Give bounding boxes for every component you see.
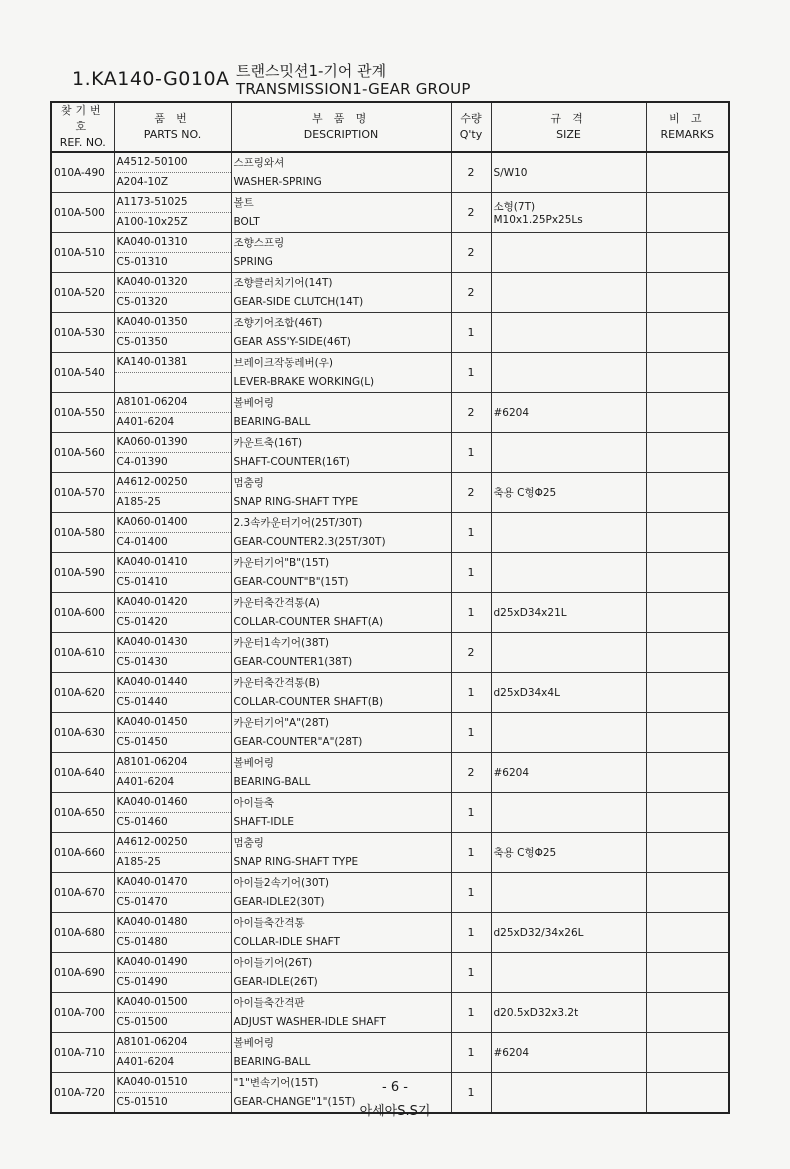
table-row [51, 513, 729, 553]
table-row [51, 152, 729, 193]
description-english: WASHER-SPRING [233, 175, 322, 188]
table-row [51, 473, 729, 513]
parts-no-secondary: A100-10x25Z [116, 216, 188, 228]
remarks [646, 913, 729, 953]
header-remarks: 비 고 REMARKS [646, 102, 729, 152]
description [231, 313, 451, 353]
quantity: 2 [451, 152, 491, 193]
parts-no-primary: A4612-00250 [115, 473, 231, 493]
ref-no: 010A-530 [51, 313, 114, 353]
parts-no [114, 152, 231, 193]
description-english: GEAR-COUNTER2.3(25T/30T) [233, 535, 386, 548]
ref-no: 010A-690 [51, 953, 114, 993]
description [231, 673, 451, 713]
description [231, 513, 451, 553]
description-korean: 멈춤링 [233, 836, 264, 849]
size-line-2: M10x1.25Px25Ls [493, 214, 583, 226]
size [491, 313, 646, 353]
remarks [646, 673, 729, 713]
description-english: SNAP RING-SHAFT TYPE [233, 495, 359, 508]
ref-no: 010A-570 [51, 473, 114, 513]
table-row [51, 753, 729, 793]
remarks [646, 393, 729, 433]
parts-no [114, 993, 231, 1033]
size [491, 553, 646, 593]
remarks [646, 993, 729, 1033]
quantity: 1 [451, 553, 491, 593]
parts-no [114, 713, 231, 753]
parts-no [114, 793, 231, 833]
ref-no: 010A-640 [51, 753, 114, 793]
parts-no-secondary: C5-01500 [116, 1016, 168, 1028]
description [231, 833, 451, 873]
parts-no-secondary: C5-01510 [116, 1096, 168, 1108]
parts-no-primary: KA040-01430 [115, 633, 231, 653]
size-line-1: 축용 C형Φ25 [493, 847, 557, 859]
description-korean: 2.3속카운터기어(25T/30T) [233, 516, 363, 529]
parts-no-primary: A4612-00250 [115, 833, 231, 853]
description-english: ADJUST WASHER-IDLE SHAFT [233, 1015, 386, 1028]
size [491, 673, 646, 713]
parts-no [114, 673, 231, 713]
size [491, 393, 646, 433]
description [231, 553, 451, 593]
ref-no: 010A-520 [51, 273, 114, 313]
parts-no-secondary: C5-01410 [116, 576, 168, 588]
description-english: GEAR ASS'Y-SIDE(46T) [233, 335, 351, 348]
parts-no-secondary: C5-01490 [116, 976, 168, 988]
description [231, 233, 451, 273]
table-row [51, 1033, 729, 1073]
description [231, 353, 451, 393]
parts-no-primary: KA040-01320 [115, 273, 231, 293]
parts-no-primary: A1173-51025 [115, 193, 231, 213]
remarks [646, 833, 729, 873]
quantity: 2 [451, 393, 491, 433]
parts-no [114, 273, 231, 313]
description-english: COLLAR-COUNTER SHAFT(B) [233, 695, 384, 708]
size [491, 913, 646, 953]
parts-no-secondary [115, 373, 231, 392]
header-qty: 수량 Q'ty [451, 102, 491, 152]
size [491, 473, 646, 513]
parts-no-secondary: C5-01310 [116, 256, 168, 268]
parts-no [114, 433, 231, 473]
section-code: 1.KA140-G010A [72, 68, 230, 90]
description-english: SHAFT-COUNTER(16T) [233, 455, 350, 468]
description-korean: 조향스프링 [233, 236, 285, 249]
size [491, 833, 646, 873]
remarks [646, 593, 729, 633]
quantity: 1 [451, 833, 491, 873]
ref-no: 010A-670 [51, 873, 114, 913]
parts-no [114, 833, 231, 873]
parts-no-secondary: C5-01450 [116, 736, 168, 748]
ref-no: 010A-680 [51, 913, 114, 953]
table-row [51, 433, 729, 473]
description [231, 473, 451, 513]
ref-no: 010A-540 [51, 353, 114, 393]
size [491, 713, 646, 753]
parts-no-secondary: C5-01430 [116, 656, 168, 668]
parts-no-primary: KA040-01450 [115, 713, 231, 733]
description-english: GEAR-COUNTER1(38T) [233, 655, 353, 668]
ref-no: 010A-550 [51, 393, 114, 433]
quantity: 1 [451, 1073, 491, 1114]
table-row [51, 793, 729, 833]
ref-no: 010A-710 [51, 1033, 114, 1073]
table-row [51, 913, 729, 953]
description-english: BEARING-BALL [233, 775, 311, 788]
size [491, 152, 646, 193]
description-english: GEAR-CHANGE"1"(15T) [233, 1095, 356, 1108]
description-english: GEAR-IDLE(26T) [233, 975, 318, 988]
quantity: 1 [451, 793, 491, 833]
description [231, 993, 451, 1033]
header-ref-no: 찾기번호 REF. NO. [51, 102, 114, 152]
remarks [646, 353, 729, 393]
quantity: 1 [451, 593, 491, 633]
parts-no-secondary: C5-01420 [116, 616, 168, 628]
parts-no-primary: KA040-01460 [115, 793, 231, 813]
remarks [646, 713, 729, 753]
parts-no [114, 353, 231, 393]
description [231, 593, 451, 633]
parts-no-primary: KA040-01440 [115, 673, 231, 693]
table-row [51, 953, 729, 993]
description-korean: 멈춤링 [233, 476, 264, 489]
parts-no-primary: KA040-01490 [115, 953, 231, 973]
parts-no-primary: KA040-01420 [115, 593, 231, 613]
parts-no [114, 393, 231, 433]
quantity: 1 [451, 953, 491, 993]
section-title-korean: 트랜스밋션1-기어 관계 [236, 62, 387, 80]
parts-no-secondary: C5-01440 [116, 696, 168, 708]
description-english: BOLT [233, 215, 260, 228]
parts-no-secondary: A185-25 [116, 496, 161, 508]
description-english: SPRING [233, 255, 273, 268]
parts-no-primary: A8101-06204 [115, 1033, 231, 1053]
table-row [51, 833, 729, 873]
quantity: 2 [451, 473, 491, 513]
table-row [51, 993, 729, 1033]
table-row [51, 233, 729, 273]
size-line-1: 축용 C형Φ25 [493, 487, 557, 499]
remarks [646, 553, 729, 593]
quantity: 1 [451, 713, 491, 753]
size-line-1: 소형(7T) [493, 201, 536, 213]
description-korean: 브레이크작동레버(우) [233, 356, 333, 369]
parts-no-primary: KA060-01400 [115, 513, 231, 533]
ref-no: 010A-500 [51, 193, 114, 233]
size [491, 753, 646, 793]
description [231, 713, 451, 753]
table-row [51, 193, 729, 233]
description [231, 273, 451, 313]
description-korean: 스프링와셔 [233, 156, 285, 169]
parts-no-primary: KA140-01381 [115, 353, 231, 373]
parts-no [114, 953, 231, 993]
description-english: LEVER-BRAKE WORKING(L) [233, 375, 375, 388]
parts-no-secondary: C5-01350 [116, 336, 168, 348]
description-korean: 카운터기어"B"(15T) [233, 556, 330, 569]
description-korean: 볼베어링 [233, 756, 275, 769]
description-korean: 카운터1속기어(38T) [233, 636, 330, 649]
description-english: BEARING-BALL [233, 415, 311, 428]
description [231, 753, 451, 793]
remarks [646, 433, 729, 473]
parts-no-primary: KA040-01480 [115, 913, 231, 933]
description-korean: 아이들축간격판 [233, 996, 305, 1009]
quantity: 1 [451, 353, 491, 393]
parts-no-primary: KA040-01310 [115, 233, 231, 253]
remarks [646, 152, 729, 193]
size-line-1: d20.5xD32x3.2t [493, 1006, 579, 1019]
description [231, 152, 451, 193]
description-english: GEAR-COUNTER"A"(28T) [233, 735, 363, 748]
size [491, 193, 646, 233]
quantity: 1 [451, 913, 491, 953]
ref-no: 010A-590 [51, 553, 114, 593]
remarks [646, 873, 729, 913]
remarks [646, 793, 729, 833]
description-korean: 카운터기어"A"(28T) [233, 716, 330, 729]
description-korean: 아이들기어(26T) [233, 956, 313, 969]
quantity: 2 [451, 273, 491, 313]
parts-no-primary: A8101-06204 [115, 393, 231, 413]
description [231, 393, 451, 433]
size-line-1: d25xD34x21L [493, 606, 567, 619]
parts-no [114, 593, 231, 633]
description [231, 793, 451, 833]
size [491, 233, 646, 273]
parts-no [114, 1033, 231, 1073]
description-korean: 조향클러치기어(14T) [233, 276, 333, 289]
parts-no-secondary: C5-01470 [116, 896, 168, 908]
remarks [646, 753, 729, 793]
header-size: 규 격 SIZE [491, 102, 646, 152]
description-korean: 카운터축간격통(B) [233, 676, 320, 689]
quantity: 1 [451, 1033, 491, 1073]
parts-no-secondary: A185-25 [116, 856, 161, 868]
description-english: COLLAR-COUNTER SHAFT(A) [233, 615, 384, 628]
size [491, 993, 646, 1033]
table-header-row [51, 102, 729, 152]
table-row [51, 353, 729, 393]
size-line-1: d25xD32/34x26L [493, 926, 584, 939]
table-row [51, 273, 729, 313]
ref-no: 010A-610 [51, 633, 114, 673]
ref-no: 010A-510 [51, 233, 114, 273]
table-row [51, 393, 729, 433]
parts-no [114, 233, 231, 273]
size [491, 353, 646, 393]
parts-no-primary: A8101-06204 [115, 753, 231, 773]
quantity: 1 [451, 313, 491, 353]
quantity: 1 [451, 673, 491, 713]
parts-no-primary: KA040-01410 [115, 553, 231, 573]
parts-no-primary: KA040-01500 [115, 993, 231, 1013]
parts-no-primary: KA040-01510 [115, 1073, 231, 1093]
remarks [646, 233, 729, 273]
page-number: - 6 - [382, 1080, 408, 1095]
remarks [646, 313, 729, 353]
ref-no: 010A-580 [51, 513, 114, 553]
size-line-1: #6204 [493, 766, 530, 779]
description [231, 953, 451, 993]
description-korean: 볼베어링 [233, 1036, 275, 1049]
table-row [51, 673, 729, 713]
remarks [646, 953, 729, 993]
parts-no [114, 873, 231, 913]
description-english: SNAP RING-SHAFT TYPE [233, 855, 359, 868]
table-row [51, 713, 729, 753]
parts-no-primary: KA040-01350 [115, 313, 231, 333]
table-row [51, 873, 729, 913]
parts-no-secondary: A401-6204 [116, 1056, 175, 1068]
parts-no-secondary: C4-01390 [116, 456, 168, 468]
description-korean: 조향기어조합(46T) [233, 316, 323, 329]
description-english: GEAR-SIDE CLUTCH(14T) [233, 295, 364, 308]
ref-no: 010A-700 [51, 993, 114, 1033]
size [491, 513, 646, 553]
remarks [646, 473, 729, 513]
table-row [51, 313, 729, 353]
size [491, 633, 646, 673]
table-row [51, 633, 729, 673]
parts-no [114, 753, 231, 793]
description-korean: 아이들축 [233, 796, 275, 809]
description-english: GEAR-COUNT"B"(15T) [233, 575, 349, 588]
parts-no-secondary: A401-6204 [116, 416, 175, 428]
quantity: 1 [451, 993, 491, 1033]
description [231, 1033, 451, 1073]
parts-table [50, 101, 730, 1114]
quantity: 2 [451, 233, 491, 273]
parts-no-secondary: C5-01480 [116, 936, 168, 948]
parts-no-secondary: A204-10Z [116, 176, 169, 188]
description-english: BEARING-BALL [233, 1055, 311, 1068]
description-korean: 카운트축(16T) [233, 436, 303, 449]
description [231, 193, 451, 233]
ref-no: 010A-560 [51, 433, 114, 473]
quantity: 2 [451, 193, 491, 233]
parts-no-secondary: C5-01460 [116, 816, 168, 828]
size [491, 1033, 646, 1073]
size [491, 433, 646, 473]
parts-no [114, 193, 231, 233]
footer-manufacturer: 아세아S.S기 [359, 1104, 431, 1119]
parts-no-secondary: C5-01320 [116, 296, 168, 308]
header-parts-no: 품 번 PARTS NO. [114, 102, 231, 152]
quantity: 2 [451, 753, 491, 793]
table-row [51, 553, 729, 593]
description [231, 633, 451, 673]
parts-no [114, 313, 231, 353]
size [491, 953, 646, 993]
parts-no [114, 513, 231, 553]
size-line-1: d25xD34x4L [493, 686, 560, 699]
parts-no [114, 553, 231, 593]
description-korean: 아이들축간격통 [233, 916, 305, 929]
quantity: 1 [451, 873, 491, 913]
description-english: SHAFT-IDLE [233, 815, 295, 828]
ref-no: 010A-630 [51, 713, 114, 753]
ref-no: 010A-490 [51, 152, 114, 193]
description-korean: 볼베어링 [233, 396, 275, 409]
description-korean: "1"변속기어(15T) [233, 1076, 319, 1089]
description-korean: 볼트 [233, 196, 254, 209]
parts-no-primary: KA060-01390 [115, 433, 231, 453]
size-line-1: #6204 [493, 406, 530, 419]
remarks [646, 1033, 729, 1073]
quantity: 1 [451, 433, 491, 473]
parts-no [114, 473, 231, 513]
ref-no: 010A-660 [51, 833, 114, 873]
size [491, 793, 646, 833]
parts-no-secondary: C4-01400 [116, 536, 168, 548]
parts-no-secondary: A401-6204 [116, 776, 175, 788]
ref-no: 010A-720 [51, 1073, 114, 1114]
section-title-english: TRANSMISSION1-GEAR GROUP [236, 80, 471, 98]
quantity: 2 [451, 633, 491, 673]
description [231, 913, 451, 953]
header-description: 부 품 명 DESCRIPTION [231, 102, 451, 152]
parts-no-primary: A4512-50100 [115, 153, 231, 173]
table-row [51, 593, 729, 633]
description-korean: 아이들2속기어(30T) [233, 876, 330, 889]
parts-no [114, 633, 231, 673]
ref-no: 010A-650 [51, 793, 114, 833]
remarks [646, 633, 729, 673]
ref-no: 010A-620 [51, 673, 114, 713]
size [491, 273, 646, 313]
description [231, 433, 451, 473]
description-english: GEAR-IDLE2(30T) [233, 895, 325, 908]
description-english: COLLAR-IDLE SHAFT [233, 935, 340, 948]
size-line-1: #6204 [493, 1046, 530, 1059]
quantity: 1 [451, 513, 491, 553]
description [231, 873, 451, 913]
size [491, 873, 646, 913]
remarks [646, 193, 729, 233]
remarks [646, 273, 729, 313]
description-korean: 카운터축간격통(A) [233, 596, 320, 609]
size-line-1: S/W10 [493, 166, 528, 179]
ref-no: 010A-600 [51, 593, 114, 633]
parts-no [114, 913, 231, 953]
remarks [646, 513, 729, 553]
size [491, 593, 646, 633]
parts-no-primary: KA040-01470 [115, 873, 231, 893]
